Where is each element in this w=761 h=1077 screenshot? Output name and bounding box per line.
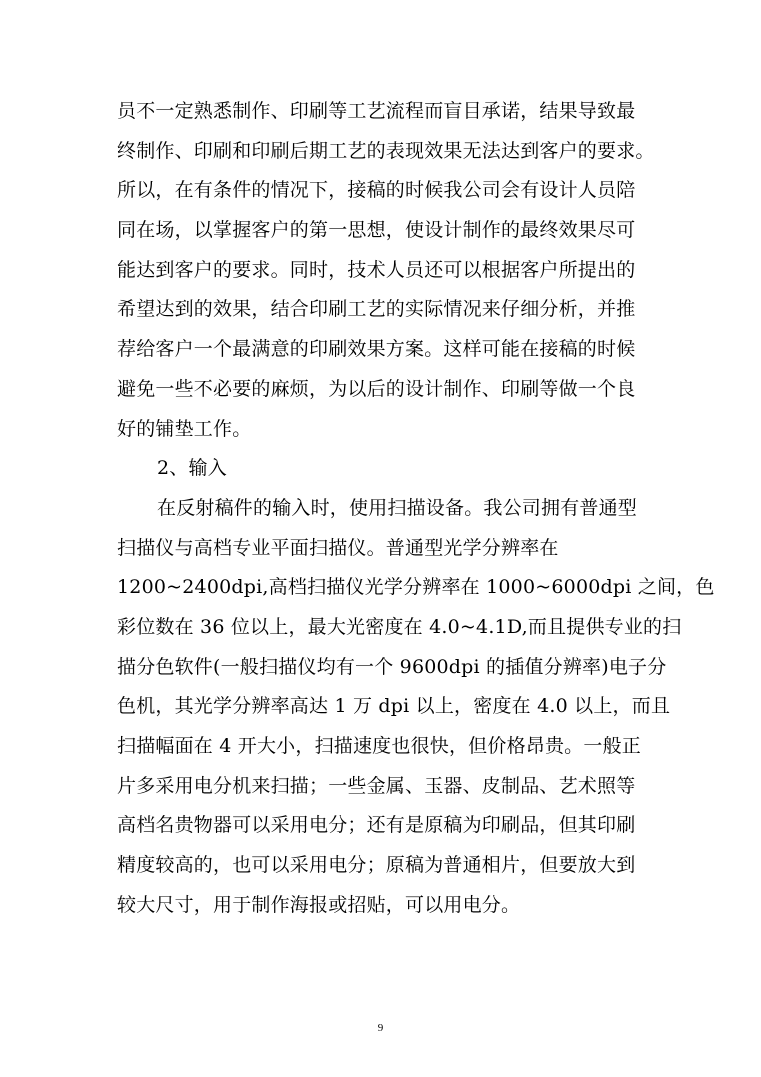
text-line: 终制作、印刷和印刷后期工艺的表现效果无法达到客户的要求。 [117, 139, 655, 162]
text-line: 在反射稿件的输入时，使用扫描设备。我公司拥有普通型 [157, 496, 638, 519]
text-line: 荐给客户一个最满意的印刷效果方案。这样可能在接稿的时候 [117, 338, 636, 361]
text-line: 员不一定熟悉制作、印刷等工艺流程而盲目承诺，结果导致最 [117, 100, 636, 122]
text-line: 描分色软件(一般扫描仪均有一个 9600dpi 的插值分辨率)电子分 [117, 655, 667, 678]
text-line: 色机，其光学分辨率高达 1 万 dpi 以上，密度在 4.0 以上，而且 [117, 695, 671, 718]
text-line: 扫描仪与高档专业平面扫描仪。普通型光学分辨率在 [117, 536, 559, 559]
body-text [117, 92, 715, 925]
text-line: 所以，在有条件的情况下，接稿的时候我公司会有设计人员陪 [117, 179, 636, 202]
text-line: 1200~2400dpi,高档扫描仪光学分辨率在 1000~6000dpi 之间，色 [117, 576, 715, 599]
text-line: 片多采用电分机来扫描；一些金属、玉器、皮制品、艺术照等 [117, 774, 636, 797]
text-line: 避免一些不必要的麻烦，为以后的设计制作、印刷等做一个良 [117, 377, 636, 400]
text-line: 好的铺垫工作。 [117, 417, 252, 440]
text-line: 较大尺寸，用于制作海报或招贴，可以用电分。 [117, 893, 521, 916]
text-line: 同在场，以掌握客户的第一思想，使设计制作的最终效果尽可 [117, 219, 636, 242]
text-line: 彩位数在 36 位以上，最大光密度在 4.0~4.1D,而且提供专业的扫 [117, 615, 682, 638]
page-number: 9 [377, 1022, 384, 1034]
text-line: 希望达到的效果，结合印刷工艺的实际情况来仔细分析，并推 [117, 298, 636, 321]
text-line: 精度较高的，也可以采用电分；原稿为普通相片，但要放大到 [117, 854, 636, 877]
text-line: 扫描幅面在 4 开大小，扫描速度也很快，但价格昂贵。一般正 [117, 735, 641, 757]
text-line: 高档名贵物器可以采用电分；还有是原稿为印刷品，但其印刷 [117, 814, 636, 837]
section-heading: 2、输入 [157, 457, 227, 480]
text-line: 能达到客户的要求。同时，技术人员还可以根据客户所提出的 [117, 258, 636, 281]
